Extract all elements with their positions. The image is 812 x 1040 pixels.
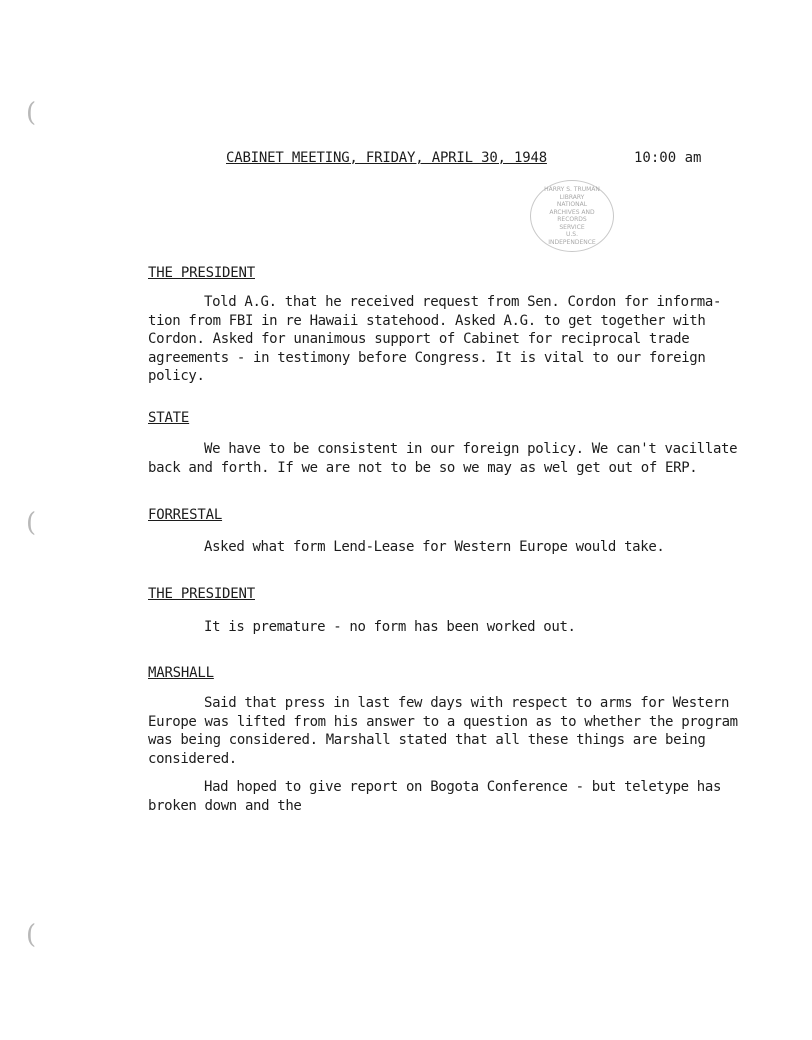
- meeting-time: 10:00 am: [634, 150, 702, 166]
- text-line: policy.: [148, 368, 205, 384]
- text-line: agreements - in testimony before Congress. It is vital to our foreign: [148, 349, 706, 366]
- stamp-line: RECORDS: [557, 216, 587, 223]
- text-line: broken down and the: [148, 797, 302, 814]
- text-line: Told A.G. that he received request from Sen. Cordon for informa-: [204, 294, 722, 310]
- section-paragraph: [148, 778, 748, 815]
- stamp-line: U.S.: [565, 231, 578, 238]
- section-heading-president: THE PRESIDENT: [148, 586, 255, 602]
- archive-stamp: [530, 180, 614, 252]
- text-line: It is premature - no form has been worked out.: [204, 619, 576, 635]
- text-line: was being considered. Marshall stated that all these things are being: [148, 732, 706, 748]
- text-line: Europe was lifted from his answer to a question as to whether the program: [148, 713, 738, 730]
- stamp-line: INDEPENDENCE: [548, 238, 596, 246]
- section-paragraph: [148, 293, 748, 386]
- text-line: Said that press in last few days with respect to arms for Western: [204, 695, 730, 711]
- text-line: Cordon. Asked for unanimous support of Cabinet for reciprocal trade: [148, 331, 690, 347]
- section-paragraph: [148, 618, 748, 637]
- meeting-title: CABINET MEETING, FRIDAY, APRIL 30, 1948: [226, 150, 547, 166]
- section-heading-forrestal: FORRESTAL: [148, 507, 223, 523]
- section-paragraph: [148, 538, 748, 557]
- section-heading-president: THE PRESIDENT: [148, 265, 255, 281]
- text-line: considered.: [148, 750, 237, 767]
- section-heading-state: STATE: [148, 410, 190, 426]
- stamp-line: HARRY S. TRUMAN LIBRARY: [544, 186, 600, 201]
- section-paragraph: [148, 440, 748, 477]
- margin-punch-mark: (: [26, 98, 37, 128]
- text-line: Had hoped to give report on Bogota Conference - but teletype has: [204, 779, 722, 795]
- text-line: tion from FBI in re Hawaii statehood. Asked A.G. to get together with: [148, 312, 706, 329]
- stamp-line: ARCHIVES AND: [549, 208, 595, 216]
- section-paragraph: [148, 694, 748, 768]
- section-heading-marshall: MARSHALL: [148, 665, 214, 681]
- margin-punch-mark: (: [26, 508, 37, 538]
- stamp-line: NATIONAL: [556, 201, 588, 208]
- margin-punch-mark: (: [26, 920, 37, 950]
- text-line: We have to be consistent in our foreign policy. We can't vacillate: [204, 441, 738, 457]
- text-line: back and forth. If we are not to be so we may as wel get out of ERP.: [148, 459, 698, 476]
- stamp-line: SERVICE: [559, 223, 585, 231]
- text-line: Asked what form Lend-Lease for Western Europe would take.: [204, 539, 665, 555]
